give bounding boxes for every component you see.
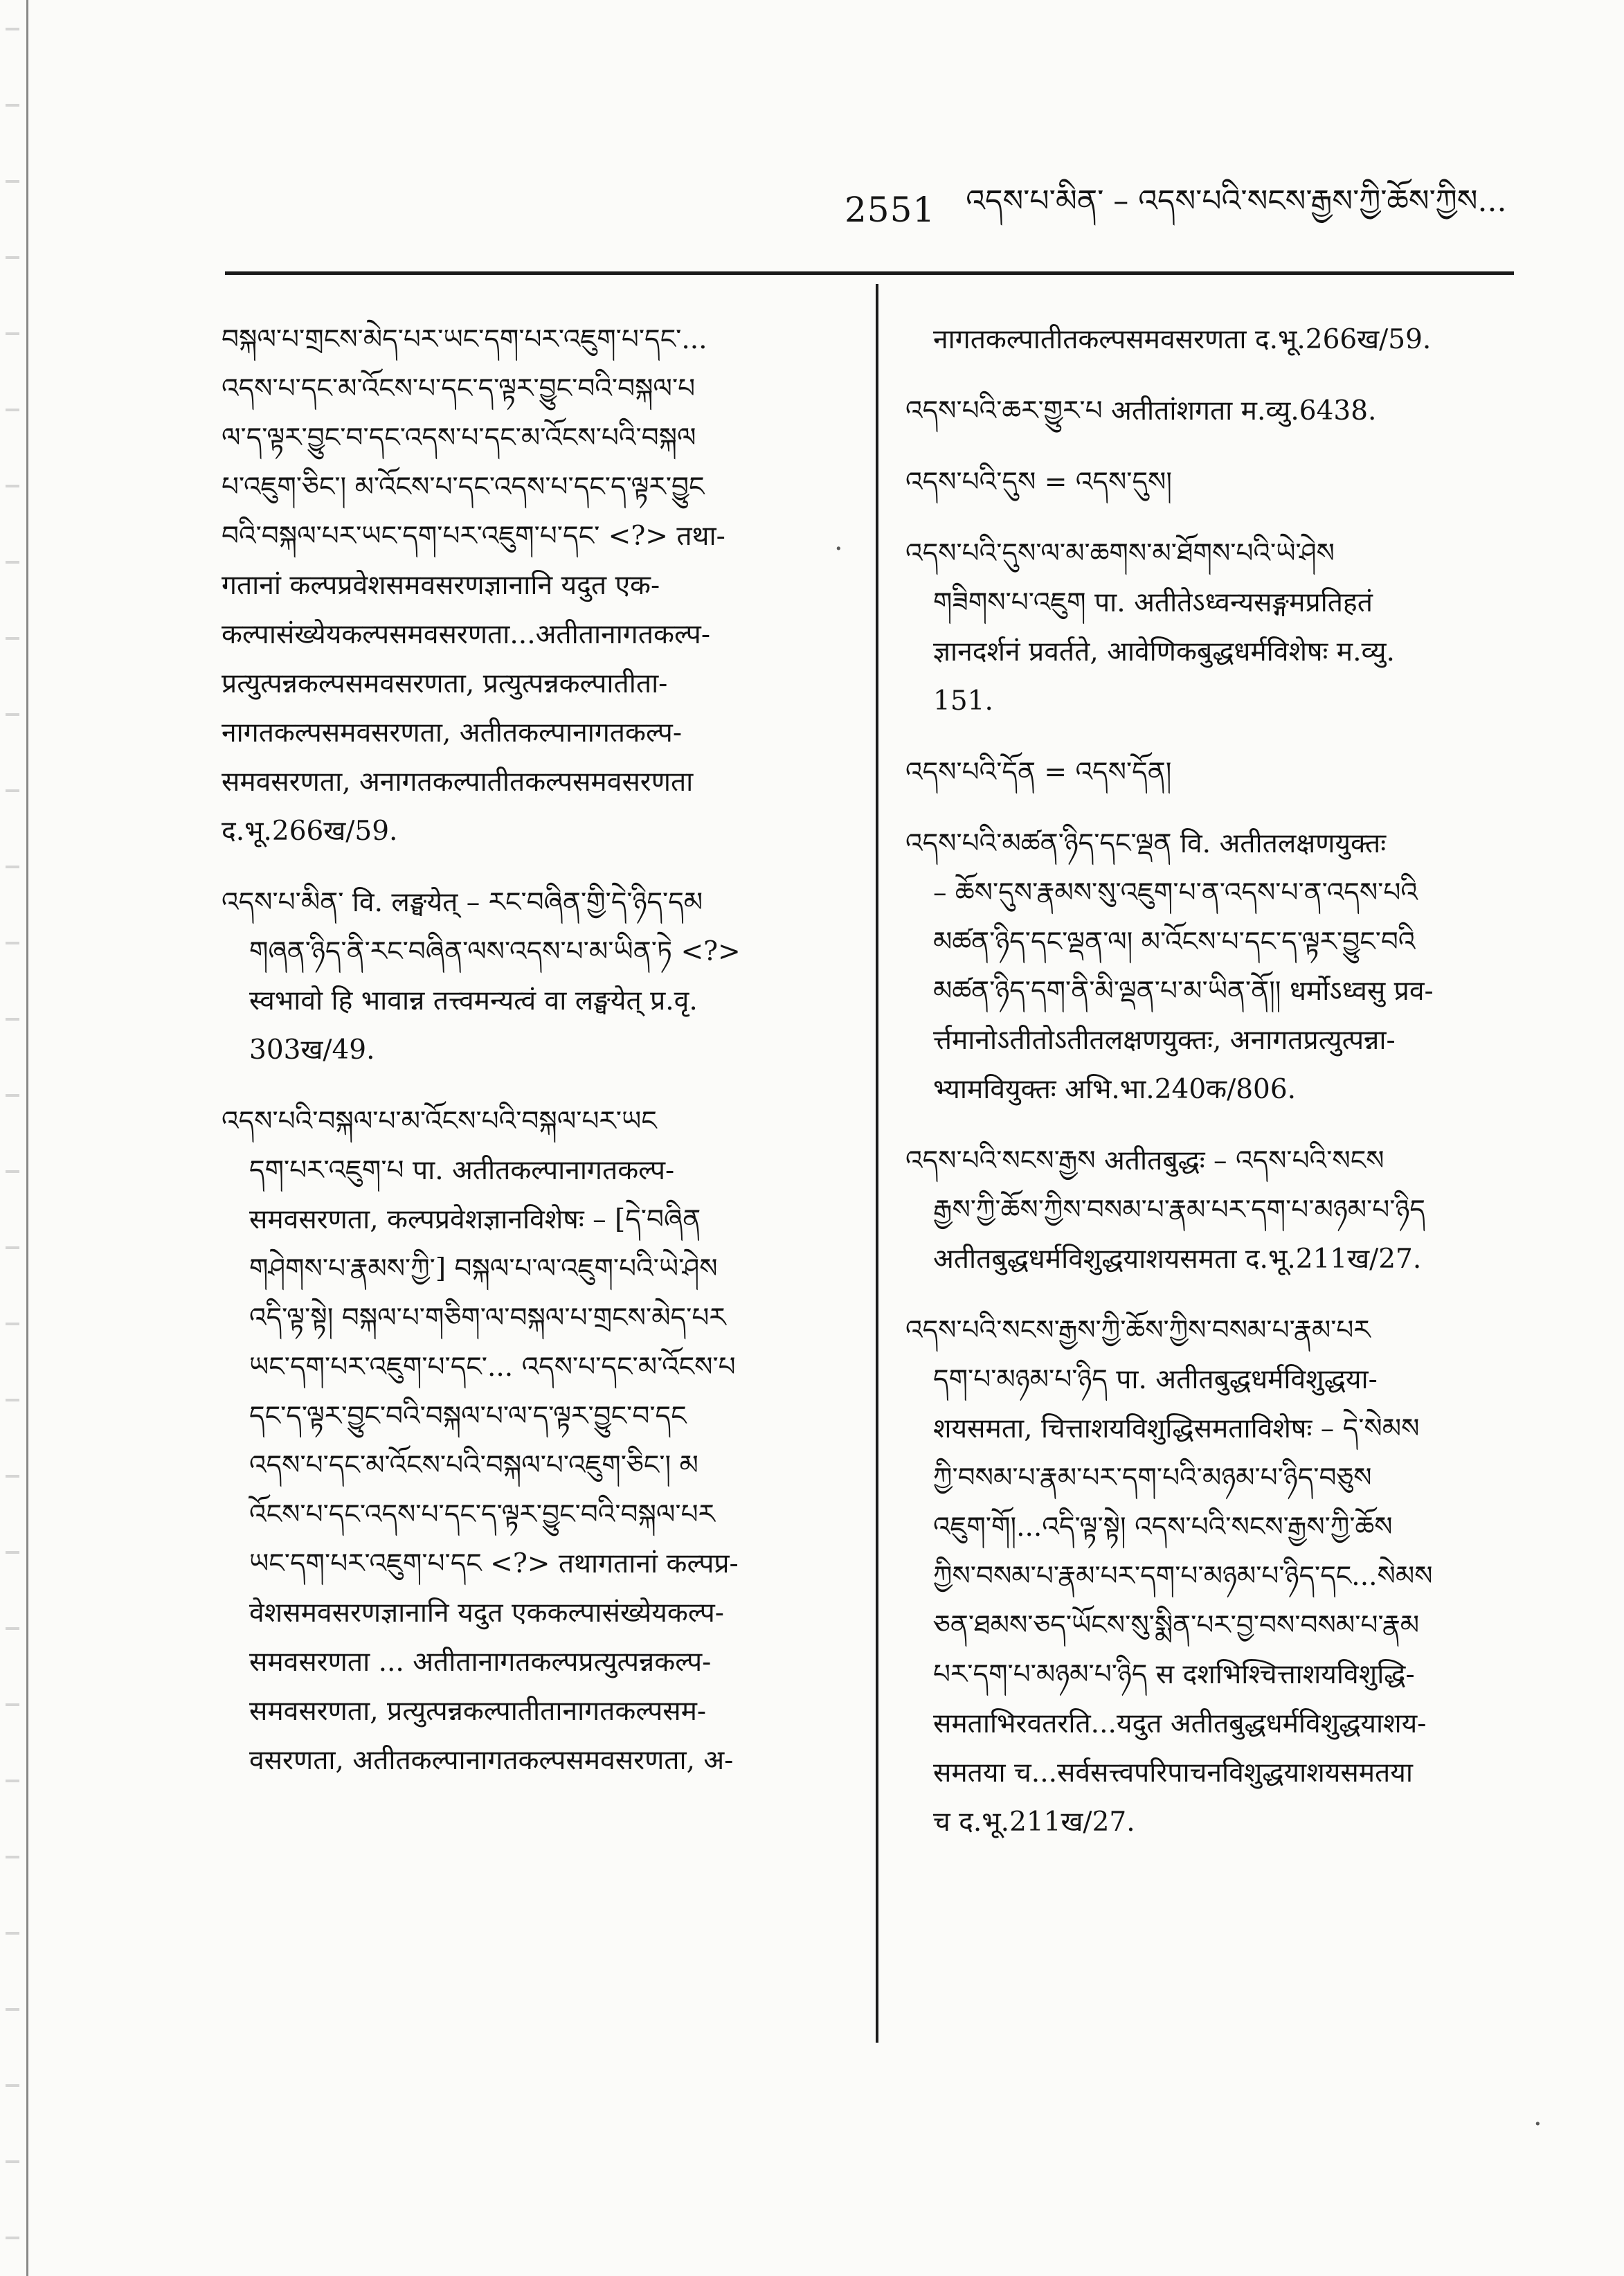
entry-continuation-right: [905, 315, 1522, 364]
page-number: 2551: [845, 190, 936, 230]
entry-das-pai-dus-la: [905, 529, 1522, 726]
entry-line: समवसरणता ... अतीतानागतकल्पप्रत्युत्पन्नकल्प-: [249, 1647, 712, 1678]
entry-line: कल्पासंख्येयकल्पसमवसरणता...अतीतानागतकल्प-: [222, 619, 710, 650]
stray-mark: ·: [834, 533, 843, 565]
entry-headword-line: འདས་པའི་དུས = འདས་དུས།: [905, 467, 1173, 498]
entry-line: अतीतबुद्धधर्मविशुद्धयाशयसमता द.भू.211ख/27.: [933, 1244, 1422, 1275]
entry-line: प्रत्युत्पन्नकल्पसमवसरणता, प्रत्युत्पन्नकल्पातीता-: [222, 668, 668, 699]
binding-edge-line: [26, 0, 28, 2276]
entry-line: ལ་ད་ལྟར་བྱུང་བ་དང་འདས་པ་དང་མ་འོངས་པའི་བསྐལ: [222, 422, 696, 454]
entry-line: वसरणता, अतीतकल्पानागतकल्पसमवसरणता, अ-: [249, 1745, 734, 1776]
entry-line: ཀྱིས་བསམ་པ་རྣམ་པར་དག་པ་མཉམ་པ་ཉིད་དང...སེམས: [933, 1561, 1433, 1592]
entry-line: 303ख/49.: [249, 1034, 375, 1066]
entry-line: ཡང་དག་པར་འཇུག་པ་དང་... འདས་པ་དང་མ་འོངས་པ: [249, 1352, 736, 1383]
right-column: [905, 315, 1522, 1869]
entry-line: 151.: [933, 686, 993, 717]
entry-line: समताभिरवतरति...यदुत अतीतबुद्धधर्मविशुद्धयाशय-: [933, 1708, 1427, 1739]
entry-line: च द.भू.211ख/27.: [933, 1807, 1135, 1838]
entry-line: समतया च...सर्वसत्त्वपरिपाचनविशुद्धयाशयसमतया: [933, 1757, 1413, 1789]
entry-headword-line: འདས་པའི་བསྐལ་པ་མ་འོངས་པའི་བསྐལ་པར་ཡང: [222, 1106, 657, 1137]
entry-line: समवसरणता, प्रत्युत्पन्नकल्पातीतानागतकल्पसम-: [249, 1696, 707, 1727]
entry-line: བའི་བསྐལ་པར་ཡང་དག་པར་འཇུག་པ་དང་ <?> तथा-: [222, 521, 725, 552]
entry-line: समवसरणता, कल्पप्रवेशज्ञानविशेषः – [དེ་བཞིན: [249, 1204, 701, 1235]
binding-shadow: [6, 0, 19, 2276]
entry-line: མཚན་ཉིད་དག་ནི་མི་ལྡན་པ་མ་ཡིན་ནོ།། धर्मोऽध्वसु प्रव-: [933, 976, 1434, 1007]
entry-line: र्त्तमानोऽतीतोऽतीतलक्षणयुक्तः, अनागतप्रत्युत्पन्ना-: [933, 1025, 1396, 1056]
entry-line: འདས་པ་དང་མ་འོངས་པའི་བསྐལ་པ་འཇུག་ཅིང་། མ: [249, 1450, 698, 1481]
entry-das-pai-don: [905, 748, 1522, 797]
entry-line: शयसमता, चित्ताशयविशुद्धिसमताविशेषः – དེ་སེམས: [933, 1413, 1420, 1444]
header-rule: [225, 271, 1514, 275]
entry-line: འཇུག་གོ།...འདི་ལྟ་སྟེ། འདས་པའི་སངས་རྒྱས་ཀྱི་ཆོས: [933, 1512, 1393, 1543]
entry-headword-line: འདས་པའི་དོན = འདས་དོན།: [905, 757, 1172, 788]
entry-line: समवसरणता, अनागतकल्पातीतकल्पसमवसरणता: [222, 767, 694, 798]
entry-line: མཚན་ཉིད་དང་ལྡན་ལ། མ་འོངས་པ་དང་ད་ལྟར་བྱུང་བའི: [933, 926, 1416, 958]
entry-headword-line: འདས་པ་མིན་ वि. लङ्घयेत् – རང་བཞིན་གྱི་དེ་ཉིད་དམ: [222, 887, 703, 918]
entry-headword-line: འདས་པའི་དུས་ལ་མ་ཆགས་མ་ཐོགས་པའི་ཡེ་ཤེས: [905, 538, 1335, 569]
entry-line: གཤེགས་པ་རྣམས་ཀྱི་] བསྐལ་པ་ལ་འཇུག་པའི་ཡེ་ཤེས: [249, 1253, 718, 1284]
entry-das-pai-sangs-rgyas: [905, 1136, 1522, 1284]
entry-headword-line: འདས་པའི་སངས་རྒྱས अतीतबुद्धः – འདས་པའི་སངས: [905, 1145, 1384, 1176]
entry-line: गतानां कल्पप्रवेशसमवसरणज्ञानानि यदुत एक-: [222, 570, 660, 601]
entry-line: དང་ད་ལྟར་བྱུང་བའི་བསྐལ་པ་ལ་ད་ལྟར་བྱུང་བ་དང: [249, 1401, 687, 1432]
entry-line: འདི་ལྟ་སྟེ། བསྐལ་པ་གཅིག་ལ་བསྐལ་པ་གྲངས་མེད་པར: [249, 1302, 726, 1334]
entry-line: རྒྱས་ཀྱི་ཆོས་ཀྱིས་བསམ་པ་རྣམ་པར་དག་པ་མཉམ་པ་ཉིད: [933, 1194, 1425, 1226]
entry-line: ज्ञानदर्शनं प्रवर्तते, आवेणिकबुद्धधर्मविशेषः म.व्यु.: [933, 636, 1395, 667]
entry-das-pai-dus: [905, 458, 1522, 507]
page-header: [845, 179, 1513, 241]
entry-line: འོངས་པ་དང་འདས་པ་དང་ད་ལྟར་བྱུང་བའི་བསྐལ་པར: [249, 1499, 715, 1530]
left-column: [222, 315, 838, 1807]
running-head: འདས་པ་མིན་ – འདས་པའི་སངས་རྒྱས་ཀྱི་ཆོས་ཀྱིས...: [966, 183, 1507, 219]
entry-das-pai-sangs-rgyas-chos: [905, 1306, 1522, 1847]
entry-line: वेशसमवसरणज्ञानानि यदुत एककल्पासंख्येयकल्प-: [249, 1597, 724, 1629]
entry-continuation-left: [222, 315, 838, 856]
entry-line: नागतकल्पसमवसरणता, अतीतकल्पानागतकल्प-: [222, 717, 683, 749]
entry-line: – ཆོས་དུས་རྣམས་སུ་འཇུག་པ་ན་འདས་པ་ན་འདས་པའི: [933, 877, 1418, 908]
entry-line: དག་པ་མཉམ་པ་ཉིད पा. अतीतबुद्धधर्मविशुद्धया-: [933, 1364, 1378, 1395]
entry-line: स्वभावो हि भावान्न तत्त्वमन्यत्वं वा लङ्घयेत् प्र.वृ.: [249, 985, 698, 1016]
entry-line: ཡང་དག་པར་འཇུག་པ་དང <?> तथागतानां कल्पप्र-: [249, 1548, 739, 1579]
entry-line: द.भू.266ख/59.: [222, 816, 398, 847]
entry-line: དག་པར་འཇུག་པ पा. अतीतकल्पानागतकल्प-: [249, 1155, 675, 1186]
entry-headword-line: འདས་པའི་སངས་རྒྱས་ཀྱི་ཆོས་ཀྱིས་བསམ་པ་རྣམ་པར: [905, 1315, 1371, 1346]
entry-line: ཅན་ཐམས་ཅད་ཡོངས་སུ་སྨིན་པར་བྱ་བས་བསམ་པ་རྣམ: [933, 1610, 1420, 1641]
entry-line: བསྐལ་པ་གྲངས་མེད་པར་ཡང་དག་པར་འཇུག་པ་དང་...: [222, 324, 707, 355]
entry-line: གཟིགས་པ་འཇུག पा. अतीतेऽध्वन्यसङ्गमप्रतिहतं: [933, 587, 1373, 618]
entry-line: नागतकल्पातीतकल्पसमवसरणता द.भू.266ख/59.: [933, 324, 1432, 355]
entry-line: གཞན་ཉིད་ནི་རང་བཞིན་ལས་འདས་པ་མ་ཡིན་ཏེ <?>: [249, 936, 741, 967]
entry-line: भ्यामवियुक्तः अभि.भा.240क/806.: [933, 1074, 1297, 1105]
entry-das-pa-min: [222, 878, 838, 1075]
entry-das-pai-char-gyur-pa: [905, 386, 1522, 436]
entry-das-pai-mtshan-nyid: [905, 819, 1522, 1114]
entry-das-pai-bskal-pa: [222, 1097, 838, 1785]
column-divider: [876, 284, 878, 2043]
entry-headword-line: འདས་པའི་མཚན་ཉིད་དང་ལྡན वि. अतीतलक्षणयुक्तः: [905, 828, 1387, 859]
entry-line: པར་དག་པ་མཉམ་པ་ཉིད स दशभिश्चित्ताशयविशुद्धि-: [933, 1659, 1415, 1690]
entry-headword-line: འདས་པའི་ཆར་གྱུར་པ अतीतांशगता म.व्यु.6438.: [905, 395, 1377, 427]
entry-line: ཀྱི་བསམ་པ་རྣམ་པར་དག་པའི་མཉམ་པ་ཉིད་བཅུས: [933, 1462, 1372, 1494]
entry-line: པ་འཇུག་ཅིང་། མ་འོངས་པ་དང་འདས་པ་དང་ད་ལྟར་བྱུང: [222, 472, 705, 503]
stray-mark: ·: [1533, 2108, 1542, 2140]
entry-line: འདས་པ་དང་མ་འོངས་པ་དང་ད་ལྟར་བྱུང་བའི་བསྐལ་པ: [222, 373, 696, 404]
